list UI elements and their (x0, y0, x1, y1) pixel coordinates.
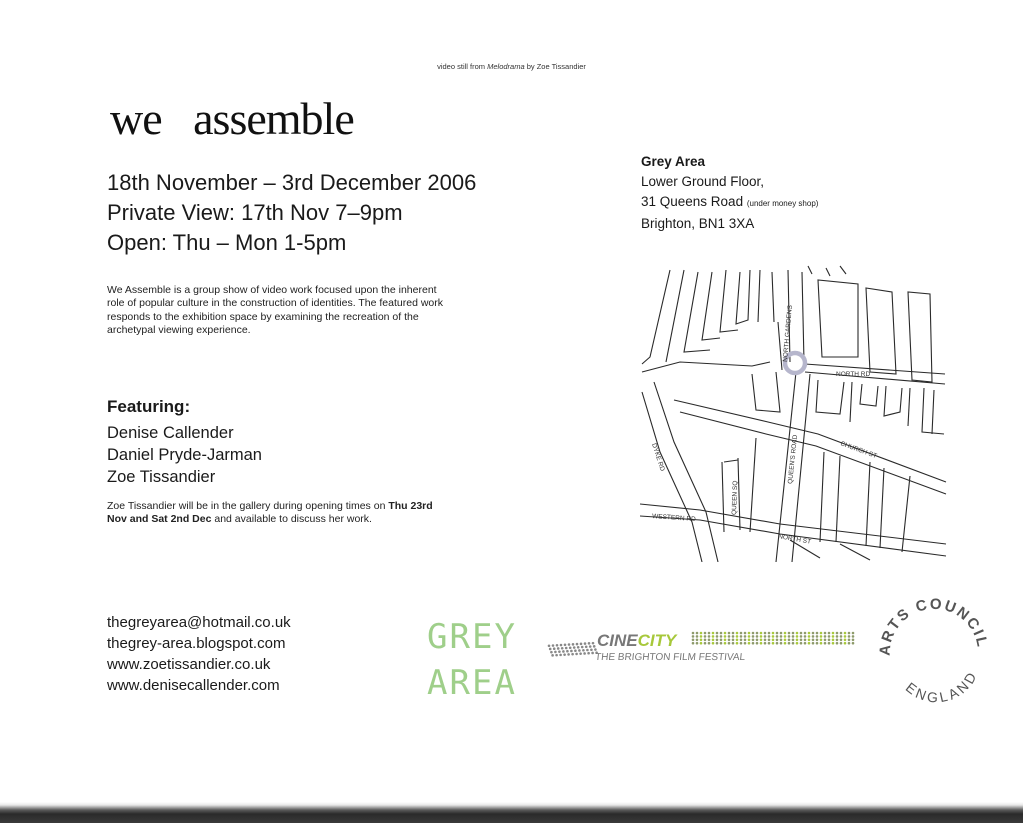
venue-address (641, 152, 818, 234)
caption-work-title: Melodrama (487, 62, 525, 71)
address-note: (under money shop) (746, 199, 819, 208)
exhibition-title: we assemble (110, 93, 354, 144)
grey-area-logo (418, 612, 526, 704)
featuring-heading: Featuring: (107, 397, 191, 416)
private-view: Private View: 17th Nov 7–9pm (107, 200, 403, 225)
street-label: CHURCH ST (839, 440, 878, 460)
opening-hours: Open: Thu – Mon 1-5pm (107, 230, 347, 255)
street-label: QUEEN'S ROAD (787, 434, 800, 485)
contact-list (107, 612, 291, 696)
street-label: NORTH ST (777, 533, 812, 546)
photo-caption: video still from Melodrama by Zoe Tissandier (437, 62, 586, 71)
artist-name: Zoe Tissandier (107, 468, 216, 486)
address-line: 31 Queens Road (under money shop) (641, 194, 819, 209)
venue-name: Grey Area (641, 154, 706, 169)
address-line: Lower Ground Floor, (641, 174, 765, 189)
svg-text:AREA: AREA (427, 663, 517, 703)
svg-text:ENGLAND: ENGLAND (902, 667, 981, 706)
street-label: NORTH GARDENS (782, 304, 794, 363)
svg-text:CINECITY: CINECITY (597, 631, 677, 650)
street-label: WESTERN RD (651, 513, 696, 524)
artist-list (107, 422, 262, 488)
street-label: QUEEN SQ (731, 480, 740, 516)
address-line: Brighton, BN1 3XA (641, 216, 755, 231)
svg-text:ARTS COUNCIL: ARTS COUNCIL (876, 595, 991, 657)
svg-text:THE BRIGHTON FILM FESTIVAL: THE BRIGHTON FILM FESTIVAL (594, 652, 746, 663)
cinecity-logo (545, 620, 860, 670)
street-label: DYKE RD (650, 442, 666, 473)
contact-website: thegrey-area.blogspot.com (107, 635, 286, 652)
exhibition-dates (107, 168, 476, 258)
gallery-note: Zoe Tissandier will be in the gallery during opening times on Thu 23rd Nov and Sat 2nd Dec and available to discuss her work. (107, 500, 433, 526)
svg-text:GREY: GREY (427, 617, 517, 657)
contact-website: www.zoetissandier.co.uk (107, 656, 271, 673)
arts-council-logo (868, 578, 998, 708)
artist-name: Daniel Pryde-Jarman (107, 446, 262, 464)
artist-name: Denise Callender (107, 424, 234, 442)
street-map (640, 262, 948, 562)
contact-website: www.denisecallender.com (107, 677, 280, 694)
exhibition-description: We Assemble is a group show of video work focused upon the inherent role of popular culture in the construction of identities. The featured work responds to the exhibition space by examining the recreation of the archetypal viewing experience. (107, 284, 443, 337)
contact-email: thegreyarea@hotmail.co.uk (107, 614, 291, 631)
scan-edge (0, 802, 1023, 823)
street-label: NORTH RD (836, 371, 871, 378)
run-dates: 18th November – 3rd December 2006 (107, 170, 477, 195)
